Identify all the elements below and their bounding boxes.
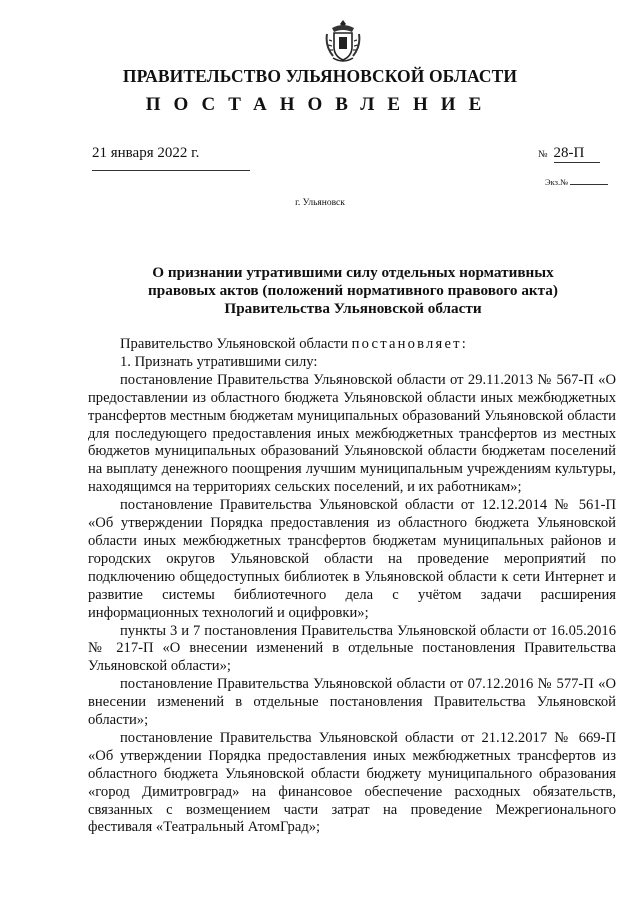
city: г. Ульяновск [295, 198, 345, 208]
document-type: ПОСТАНОВЛЕНИЕ [145, 94, 495, 115]
date-underline [92, 170, 250, 171]
subject-line: О признании утратившими силу отдельных нормативных [152, 264, 554, 281]
exemplar-label: Экз.№ [545, 177, 569, 187]
document-date: 21 января 2022 г. [92, 145, 200, 161]
list-item: постановление Правительства Ульяновской области от 12.12.2014 № 561-П «Об утверждении Порядка предоставления из областного бюджета Ульяновской области иных межбюджетных трансфертов бюджетам муниципальных районов и городских округов Ульяновской области на проведение мероприятий по подключению общедоступных библиотек в Ульяновской области к сети Интернет и развитие системы библиотечного дела с учётом задачи расширения информационных технологий и оцифровки»; [88, 497, 616, 621]
item-heading: 1. Признать утратившими силу: [120, 353, 318, 370]
document-body [88, 336, 616, 837]
exemplar-underline [570, 184, 608, 185]
coat-of-arms-icon [324, 18, 362, 64]
list-item: пункты 3 и 7 постановления Правительства Ульяновской области от 16.05.2016 № 217-П «О внесении изменений в отдельные постановления Правительства Ульяновской области»; [88, 622, 616, 675]
intro-decree-word: постановляет: [351, 336, 468, 352]
document-number [538, 145, 600, 163]
intro-text: Правительство Ульяновской области [120, 336, 352, 352]
list-item: постановление Правительства Ульяновской области от 29.11.2013 № 567-П «О предоставлении из областного бюджета Ульяновской области иных межбюджетных трансфертов местным бюджетам муниципальных образований Ульяновской области для последующего предоставления иных межбюджетных трансфертов из местных бюджетов муниципальных образований Ульяновской области бюджетам поселений на выплату денежного поощрения лучшим муниципальным учреждениям культуры, находящимся на территориях сельских поселений, и их работникам»; [88, 371, 616, 496]
number-sign: № [538, 149, 548, 160]
subject-line: Правительства Ульяновской области [224, 300, 482, 317]
exemplar-field [545, 177, 608, 187]
subject-line: правовых актов (положений нормативного правового акта) [148, 282, 558, 299]
list-item: постановление Правительства Ульяновской области от 21.12.2017 № 669-П «Об утверждении Порядка предоставления иных межбюджетных трансфертов из областного бюджета Ульяновской области бюджету муниципального образования «город Димитровград» на финансовое обеспечение расходных обязательств, связанных с возмещением части затрат на проведение Межрегионального фестиваля «Театральный АтомГрад»; [88, 729, 616, 836]
intro-paragraph [88, 336, 616, 354]
document-subject [90, 264, 616, 318]
number-value: 28-П [554, 145, 600, 163]
list-item: постановление Правительства Ульяновской области от 07.12.2016 № 577-П «О внесении изменений в отдельные постановления Правительства Ульяновской области»; [88, 676, 616, 729]
organization-title: ПРАВИТЕЛЬСТВО УЛЬЯНОВСКОЙ ОБЛАСТИ [122, 66, 518, 86]
